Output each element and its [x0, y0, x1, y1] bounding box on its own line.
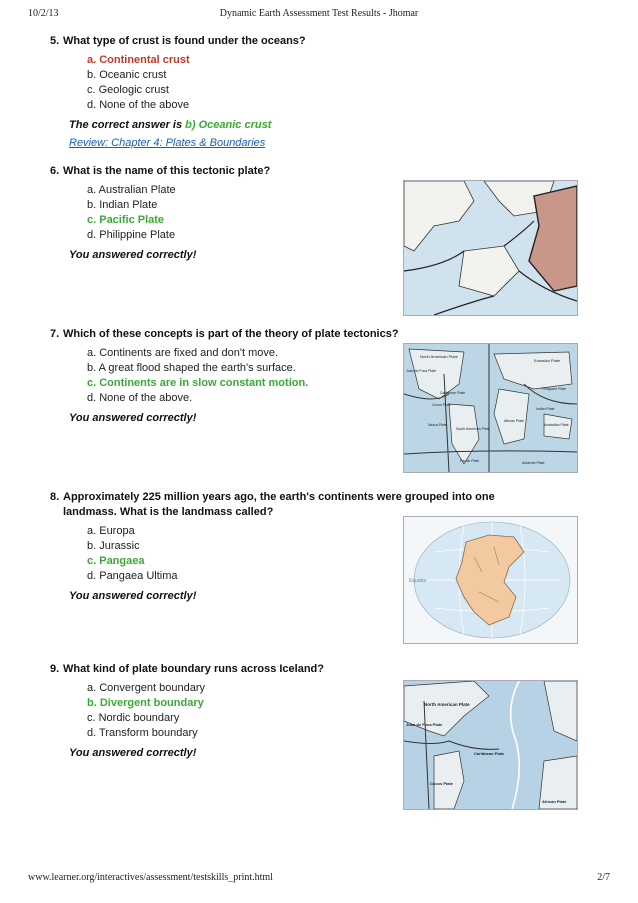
option-c: c. Geologic crust	[87, 84, 169, 96]
map-label: Cocos Plate	[432, 403, 451, 407]
map-label: Antarctic Plate	[522, 461, 545, 465]
answer-feedback: You answered correctly!	[69, 747, 197, 759]
question-number: 5.	[50, 35, 60, 47]
question-text: What kind of plate boundary runs across Iceland?	[63, 663, 324, 675]
review-link[interactable]: Review: Chapter 4: Plates & Boundaries	[69, 137, 266, 149]
map-label: Equator	[409, 578, 427, 584]
map-label: Australian Plate	[544, 423, 569, 427]
option-c-correct: c. Pangaea	[87, 555, 145, 567]
page-footer	[28, 872, 610, 886]
option-d: d. None of the above.	[87, 392, 193, 404]
map-label: Philippine Plate	[542, 387, 567, 391]
question-text: Which of these concepts is part of the theory of plate tectonics?	[63, 328, 399, 340]
map-label: North American Plate	[424, 702, 470, 707]
option-c-correct: c. Pacific Plate	[87, 214, 165, 226]
print-date: 10/2/13	[28, 8, 59, 19]
atlantic-boundary-map	[403, 680, 578, 810]
source-url: www.learner.org/interactives/assessment/testskills_print.html	[28, 872, 273, 883]
question-text: What is the name of this tectonic plate?	[63, 165, 271, 177]
option-b-correct: b. Divergent boundary	[87, 697, 204, 709]
map-label: African Plate	[542, 799, 567, 804]
map-label: Juan de Fuca Plate	[406, 722, 443, 727]
map-label: South American Plate	[456, 427, 490, 431]
map-label: Caribbean Plate	[474, 751, 505, 756]
option-b: b. A great flood shaped the earth's surface.	[87, 362, 296, 374]
answer-feedback: You answered correctly!	[69, 590, 197, 602]
question-number: 7.	[50, 328, 60, 340]
option-a: a. Europa	[87, 525, 135, 537]
map-label: Cocos Plate	[430, 781, 453, 786]
pacific-plate-map	[403, 180, 578, 316]
map-label: African Plate	[504, 419, 524, 423]
plate-tectonics-map	[403, 343, 578, 473]
option-d: d. Transform boundary	[87, 727, 198, 739]
question-number: 9.	[50, 663, 60, 675]
option-d: d. Pangaea Ultima	[87, 570, 178, 582]
option-d: d. Philippine Plate	[87, 229, 176, 241]
answer-options	[87, 53, 550, 113]
map-label: Caribbean Plate	[440, 391, 466, 395]
page-header	[28, 8, 610, 22]
option-c: c. Nordic boundary	[87, 712, 180, 724]
pangaea-map	[403, 516, 578, 644]
question-text: What type of crust is found under the oceans?	[63, 35, 306, 47]
answer-feedback: You answered correctly!	[69, 412, 197, 424]
map-label: North American Plate	[420, 354, 458, 359]
map-label: Eurasian Plate	[534, 358, 561, 363]
option-d: d. None of the above	[87, 99, 190, 111]
question-5	[50, 34, 550, 151]
answer-feedback: You answered correctly!	[69, 249, 197, 261]
question-number: 8.	[50, 491, 60, 503]
option-b: b. Indian Plate	[87, 199, 158, 211]
option-b: b. Jurassic	[87, 540, 140, 552]
question-text: Approximately 225 million years ago, the earth's continents were grouped into one landmass. What is the landmass called?	[63, 491, 495, 518]
map-label: Indian Plate	[536, 407, 555, 411]
option-a: a. Continents are fixed and don't move.	[87, 347, 279, 359]
page-number: 2/7	[597, 872, 610, 883]
option-a: a. Convergent boundary	[87, 682, 206, 694]
map-label: Pacific Plate	[460, 459, 480, 463]
question-number: 6.	[50, 165, 60, 177]
correct-answer: b) Oceanic crust	[185, 119, 272, 131]
option-a-selected-wrong: a. Continental crust	[87, 54, 190, 66]
option-c-correct: c. Continents are in slow constant motion.	[87, 377, 309, 389]
answer-feedback: The correct answer is b) Oceanic crust	[69, 119, 272, 131]
map-label: Nazca Plate	[428, 423, 447, 427]
page-title: Dynamic Earth Assessment Test Results - Jhomar	[219, 8, 419, 19]
map-label: Juan de Fuca Plate	[406, 369, 437, 373]
option-b: b. Oceanic crust	[87, 69, 167, 81]
option-a: a. Australian Plate	[87, 184, 176, 196]
